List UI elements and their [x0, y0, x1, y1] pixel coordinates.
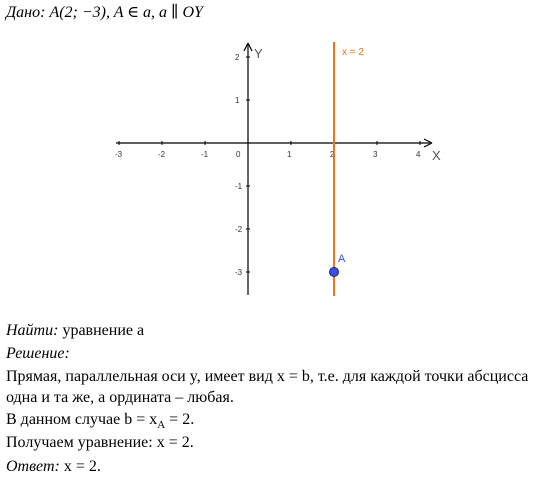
- y-axis-label: Y: [254, 46, 263, 61]
- solution-line-3-end: = 2.: [165, 411, 195, 428]
- find-label: Найти:: [6, 322, 59, 339]
- answer-text: x = 2.: [59, 458, 101, 475]
- x-axis-label: X: [432, 148, 441, 163]
- line-label: x = 2: [342, 47, 364, 58]
- x-tick-label: -3: [115, 150, 123, 159]
- x-tick-label: 3: [373, 150, 378, 159]
- y-tick-label: -3: [235, 268, 243, 277]
- y-tick-label: 2: [235, 53, 240, 62]
- given-text: A(2; −3), A ∈ a, a ∥ OY: [49, 4, 203, 21]
- solution-line-3-sub: A: [157, 419, 166, 432]
- y-tick-label: 1: [235, 96, 240, 105]
- answer-statement: [6, 458, 101, 476]
- y-tick-label: -1: [235, 182, 243, 191]
- find-text: уравнение a: [62, 322, 145, 339]
- solution-label: Решение:: [6, 345, 70, 362]
- find-statement: [6, 322, 144, 340]
- solution-line-2: одна и та же, а ордината – любая.: [6, 389, 234, 406]
- solution-line-1: Прямая, параллельная оси y, имеет вид x = b, т.е. для каждой точки абсцисса: [6, 368, 529, 385]
- x-tick-label: 0: [236, 150, 241, 159]
- answer-label: Ответ:: [6, 458, 60, 475]
- y-tick-label: -2: [235, 225, 243, 234]
- x-tick-label: -1: [201, 150, 209, 159]
- x-tick-label: -2: [158, 150, 166, 159]
- x-tick-label: 2: [330, 150, 335, 159]
- x-tick-label: 1: [287, 150, 292, 159]
- point-a-label: A: [338, 253, 346, 265]
- solution-line-4: Получаем уравнение: x = 2.: [6, 434, 194, 451]
- point-a[interactable]: [330, 268, 339, 277]
- solution-line-3-text: В данном случае b = x: [6, 411, 158, 428]
- given-label: Дано:: [6, 4, 46, 21]
- solution-line-3: [6, 411, 194, 431]
- x-tick-label: 4: [416, 150, 421, 159]
